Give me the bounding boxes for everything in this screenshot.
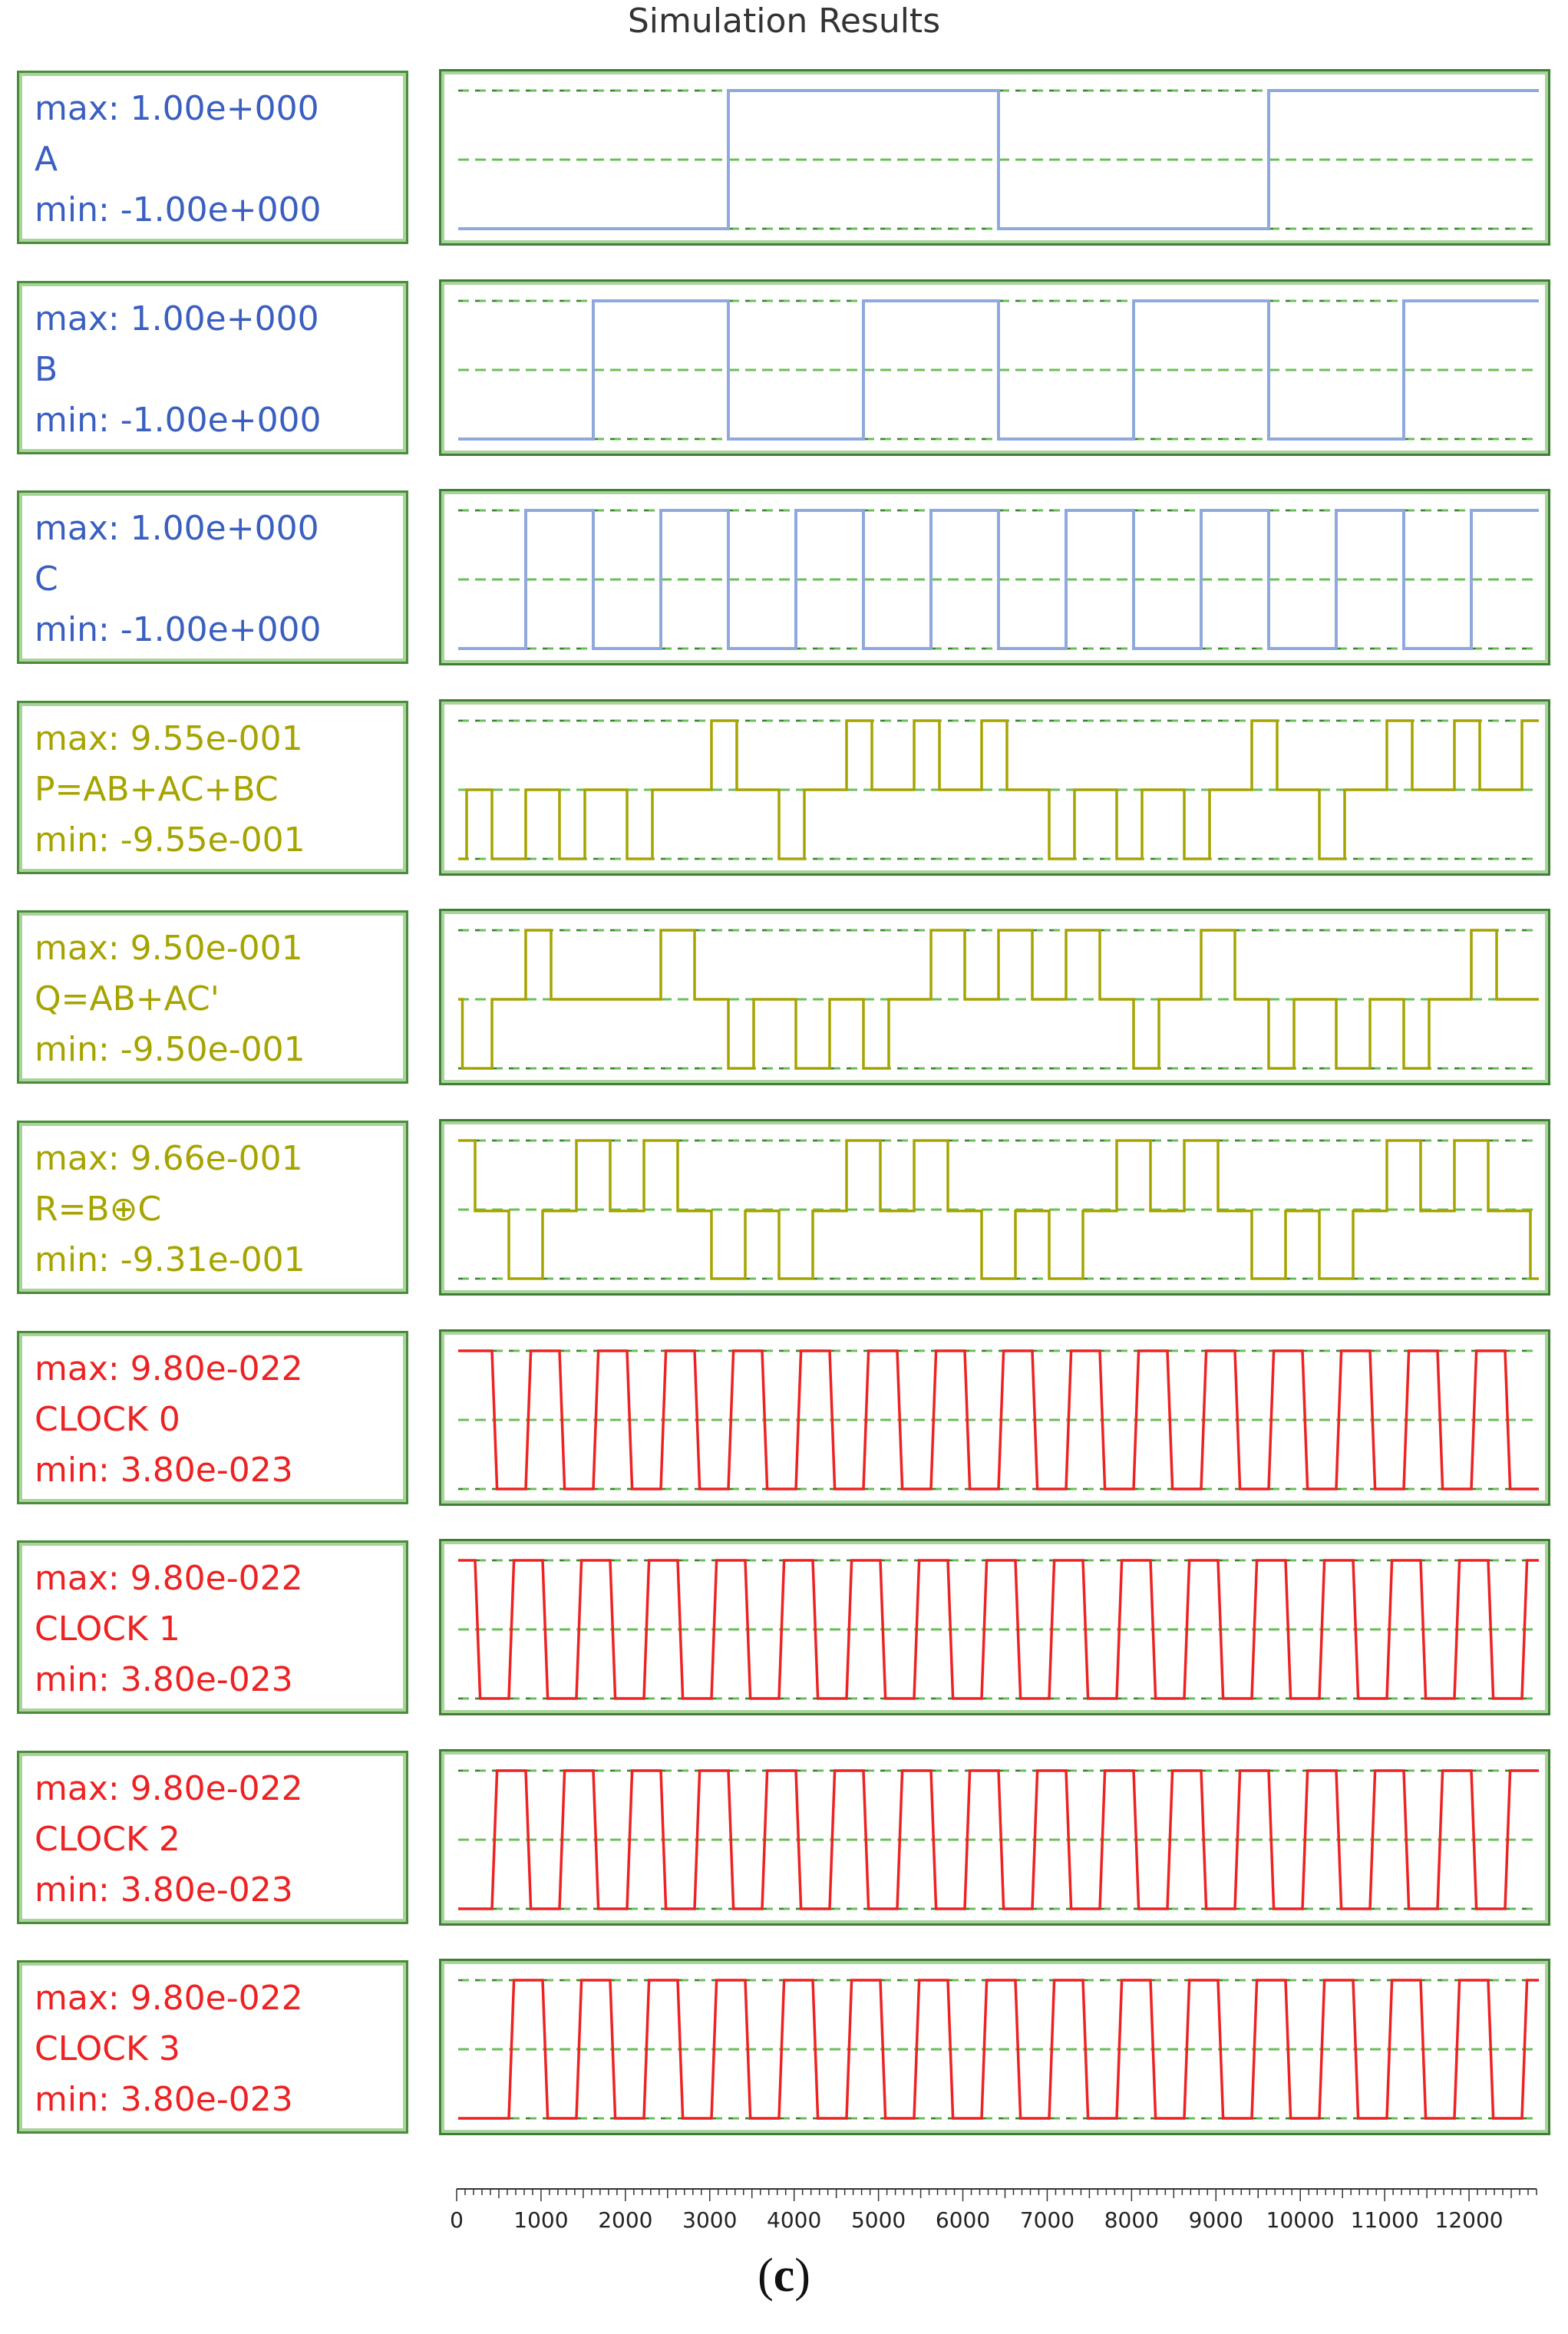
signal-min-label: min: 3.80e-023 bbox=[35, 2080, 293, 2119]
signal-plot bbox=[439, 1119, 1550, 1296]
signal-name: A bbox=[35, 140, 58, 179]
signal-plot-svg bbox=[441, 1121, 1553, 1298]
signal-name: P=AB+AC+BC bbox=[35, 770, 279, 809]
signal-label-box bbox=[17, 1540, 408, 1714]
signal-name: CLOCK 2 bbox=[35, 1820, 180, 1859]
signal-plot bbox=[439, 279, 1550, 456]
signal-name: R=B⊕C bbox=[35, 1190, 162, 1229]
caption-letter: c bbox=[773, 2250, 795, 2302]
signal-min-label: min: -1.00e+000 bbox=[35, 610, 322, 649]
signal-name: CLOCK 1 bbox=[35, 1609, 180, 1649]
signal-max-label: max: 9.80e-022 bbox=[35, 1559, 303, 1598]
signal-min-label: min: -9.55e-001 bbox=[35, 820, 305, 860]
signal-label-box bbox=[17, 1960, 408, 2134]
axis-tick-label: 3000 bbox=[682, 2207, 738, 2233]
signal-label-box bbox=[17, 1331, 408, 1504]
signal-plot-svg bbox=[441, 71, 1553, 248]
caption-open: ( bbox=[758, 2250, 774, 2302]
axis-tick-label: 12000 bbox=[1434, 2207, 1504, 2233]
signal-min-label: min: 3.80e-023 bbox=[35, 1660, 293, 1699]
signal-max-label: max: 1.00e+000 bbox=[35, 299, 319, 338]
x-axis bbox=[450, 2174, 1550, 2235]
signal-label-box bbox=[17, 701, 408, 874]
signal-max-label: max: 1.00e+000 bbox=[35, 89, 319, 128]
chart-title: Simulation Results bbox=[627, 2, 941, 41]
axis-tick-label: 4000 bbox=[767, 2207, 822, 2233]
axis-tick-label: 7000 bbox=[1019, 2207, 1075, 2233]
signal-name: C bbox=[35, 560, 58, 599]
axis-tick-label: 2000 bbox=[598, 2207, 653, 2233]
signal-plot bbox=[439, 1329, 1550, 1506]
signal-name: CLOCK 3 bbox=[35, 2029, 180, 2068]
axis-tick-label: 1000 bbox=[513, 2207, 569, 2233]
signal-plot bbox=[439, 489, 1550, 665]
signal-label-box bbox=[17, 1751, 408, 1924]
signal-plot-svg bbox=[441, 1961, 1553, 2138]
signal-min-label: min: 3.80e-023 bbox=[35, 1870, 293, 1910]
figure-caption bbox=[0, 2249, 1568, 2303]
signal-plot-svg bbox=[441, 1332, 1553, 1508]
signal-max-label: max: 9.80e-022 bbox=[35, 1349, 303, 1388]
signal-plot-svg bbox=[441, 491, 1553, 668]
signal-label-box bbox=[17, 910, 408, 1084]
axis-tick-label: 6000 bbox=[935, 2207, 991, 2233]
signal-max-label: max: 9.50e-001 bbox=[35, 929, 303, 968]
signal-min-label: min: -1.00e+000 bbox=[35, 190, 322, 229]
signal-plot bbox=[439, 1539, 1550, 1715]
signal-label-box bbox=[17, 281, 408, 454]
signal-plot bbox=[439, 1959, 1550, 2135]
signal-plot bbox=[439, 909, 1550, 1085]
signal-max-label: max: 9.80e-022 bbox=[35, 1979, 303, 2018]
signal-max-label: max: 9.66e-001 bbox=[35, 1139, 303, 1178]
signal-plot bbox=[439, 69, 1550, 246]
axis-tick-label: 9000 bbox=[1188, 2207, 1243, 2233]
signal-plot bbox=[439, 699, 1550, 876]
signal-max-label: max: 9.55e-001 bbox=[35, 719, 303, 758]
signal-max-label: max: 1.00e+000 bbox=[35, 509, 319, 548]
axis-tick-label: 5000 bbox=[850, 2207, 906, 2233]
caption-close: ) bbox=[794, 2250, 810, 2302]
signal-min-label: min: 3.80e-023 bbox=[35, 1451, 293, 1490]
signal-min-label: min: -1.00e+000 bbox=[35, 401, 322, 440]
signal-name: CLOCK 0 bbox=[35, 1400, 180, 1439]
signal-plot-svg bbox=[441, 282, 1553, 458]
axis-tick-label: 10000 bbox=[1266, 2207, 1335, 2233]
signal-label-box bbox=[17, 71, 408, 244]
signal-name: B bbox=[35, 350, 58, 389]
signal-label-box bbox=[17, 1121, 408, 1294]
signal-name: Q=AB+AC' bbox=[35, 979, 220, 1018]
signal-max-label: max: 9.80e-022 bbox=[35, 1769, 303, 1808]
axis-tick-label: 11000 bbox=[1350, 2207, 1419, 2233]
axis-tick-label: 0 bbox=[450, 2207, 464, 2233]
signal-min-label: min: -9.50e-001 bbox=[35, 1030, 305, 1069]
signal-label-box bbox=[17, 490, 408, 664]
signal-min-label: min: -9.31e-001 bbox=[35, 1240, 305, 1279]
signal-plot bbox=[439, 1749, 1550, 1926]
signal-plot-svg bbox=[441, 1541, 1553, 1718]
signal-plot-svg bbox=[441, 702, 1553, 878]
signal-plot-svg bbox=[441, 1751, 1553, 1928]
signal-trace bbox=[458, 930, 1539, 1068]
signal-plot-svg bbox=[441, 911, 1553, 1088]
axis-tick-label: 8000 bbox=[1104, 2207, 1160, 2233]
